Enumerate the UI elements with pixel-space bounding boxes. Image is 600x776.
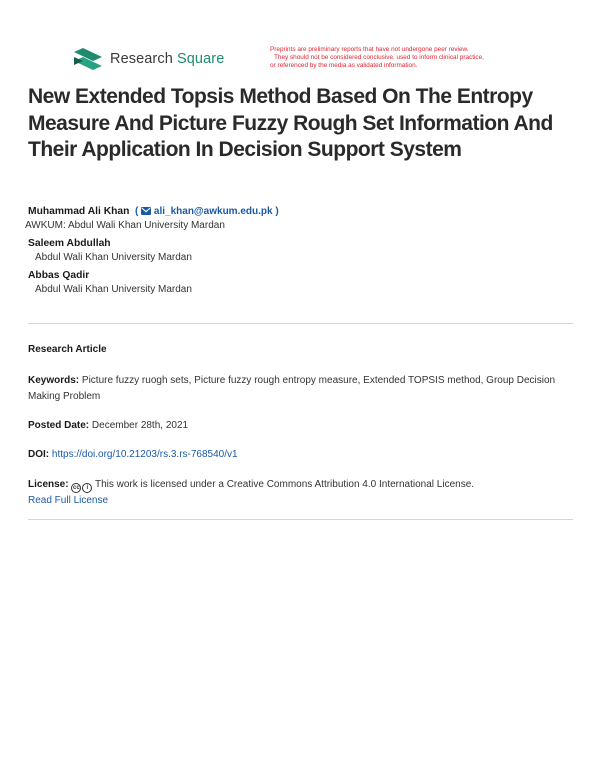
posted-label: Posted Date: xyxy=(28,420,90,431)
article-type-label: Research Article xyxy=(28,344,107,355)
research-square-logo-icon xyxy=(74,48,102,70)
preprint-notice xyxy=(270,46,570,70)
divider-bottom xyxy=(28,519,573,520)
doi-link[interactable]: https://doi.org/10.21203/rs.3.rs-768540/v1 xyxy=(51,449,238,460)
attribution-icon: i xyxy=(82,483,92,493)
author-name: Abbas Qadir xyxy=(28,270,90,281)
author-affiliation: Abdul Wali Khan University Mardan xyxy=(35,252,192,263)
author-3 xyxy=(28,270,578,281)
author-email[interactable]: ali_khan@awkum.edu.pk xyxy=(153,206,273,217)
paper-title: New Extended Topsis Method Based On The Entropy Measure And Picture Fuzzy Rough Set Information And Their Application In Decision Support System xyxy=(28,85,553,161)
license-block xyxy=(28,477,573,509)
keywords-value: Picture fuzzy ruogh sets, Picture fuzzy rough entropy measure, Extended TOPSIS method, Group Decision Making Problem xyxy=(28,375,556,402)
notice-line-1: Preprints are preliminary reports that have not undergone peer review. xyxy=(270,46,469,53)
brand-accent: Square xyxy=(177,51,225,67)
creative-commons-icon: cc xyxy=(73,485,80,491)
author-affiliation: Abdul Wali Khan University Mardan xyxy=(35,284,192,295)
posted-value: December 28th, 2021 xyxy=(91,420,189,431)
license-label: License: xyxy=(28,479,69,490)
read-license-link[interactable]: Read Full License xyxy=(28,495,109,506)
brand-name xyxy=(110,51,224,67)
keywords-label: Keywords: xyxy=(28,375,80,386)
divider-top xyxy=(28,323,573,324)
license-icons xyxy=(71,483,92,493)
author-name: Saleem Abdullah xyxy=(28,238,111,249)
notice-line-2: They should not be considered conclusive, used to inform clinical practice, xyxy=(274,54,484,61)
author-affiliation: AWKUM: Abdul Wali Khan University Mardan xyxy=(25,220,225,231)
author-list xyxy=(25,206,578,302)
author-2 xyxy=(28,238,578,249)
brand-main: Research xyxy=(110,51,173,67)
posted-date-block xyxy=(28,418,573,434)
keywords-block xyxy=(28,373,573,405)
envelope-icon xyxy=(141,207,151,215)
author-1 xyxy=(28,206,578,217)
notice-line-3: or referenced by the media as validated information. xyxy=(270,62,418,69)
research-square-logo[interactable] xyxy=(74,48,224,70)
author-email-link[interactable]: ( ali_khan@awkum.edu.pk ) xyxy=(132,206,279,217)
author-name: Muhammad Ali Khan xyxy=(28,206,130,217)
doi-block xyxy=(28,447,573,463)
doi-label: DOI: xyxy=(28,449,50,460)
license-text: This work is licensed under a Creative Commons Attribution 4.0 International License. xyxy=(94,479,475,490)
article-type xyxy=(28,342,573,358)
